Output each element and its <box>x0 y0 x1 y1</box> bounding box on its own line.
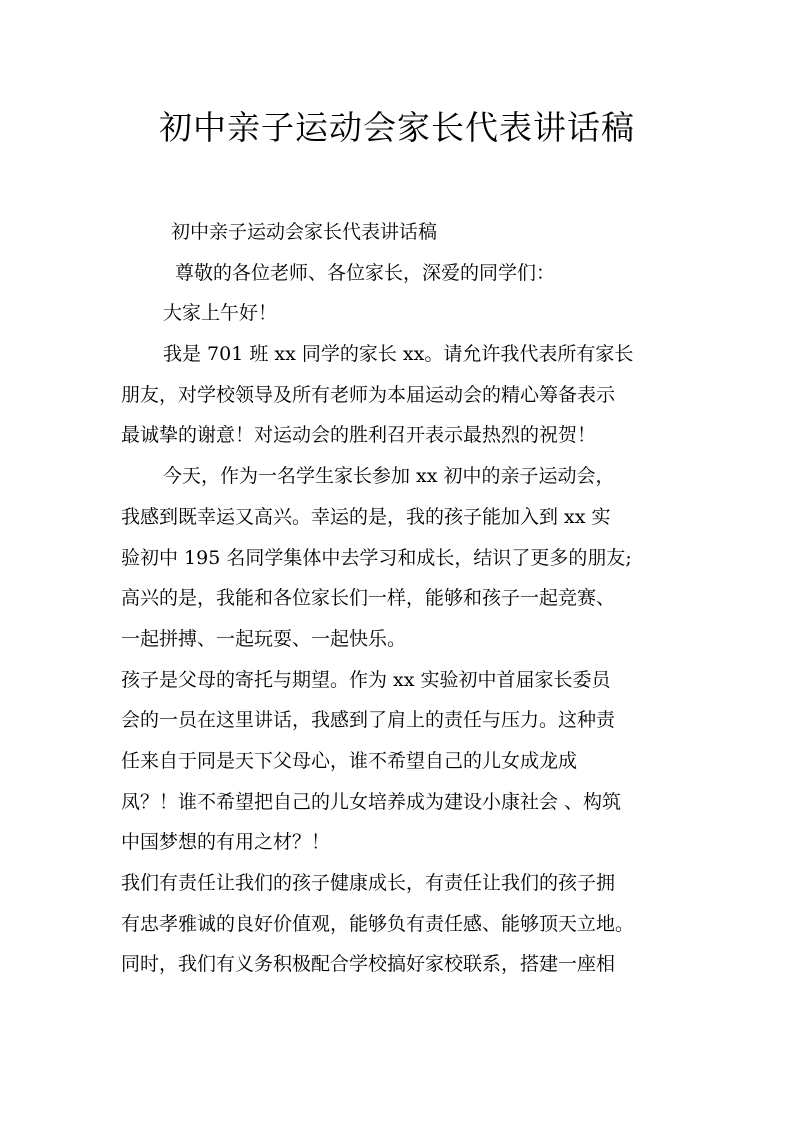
paragraph-line: 朋友，对学校领导及所有老师为本届运动会的精心筹备表示 <box>121 383 616 406</box>
paragraph-line: 今天，作为一名学生家长参加 xx 初中的亲子运动会， <box>163 465 615 488</box>
subtitle-line: 初中亲子运动会家长代表讲话稿 <box>171 221 438 243</box>
paragraph-line: 同时，我们有义务积极配合学校搞好家校联系，搭建一座相 <box>121 953 616 976</box>
paragraph-line: 凤？！谁不希望把自己的儿女培养成为建设小康社会 、构筑 <box>121 790 622 813</box>
document-body <box>121 212 681 985</box>
paragraph-line: 任来自于同是天下父母心，谁不希望自己的儿女成龙成 <box>121 749 578 772</box>
greeting-line: 大家上午好！ <box>163 302 278 325</box>
paragraph-line: 孩子是父母的寄托与期望。作为 xx 实验初中首届家长委员 <box>121 668 611 691</box>
paragraph-line: 我们有责任让我们的孩子健康成长，有责任让我们的孩子拥 <box>121 872 616 894</box>
paragraph-line: 一起拼搏、一起玩耍、一起快乐。 <box>121 627 407 650</box>
paragraph-line: 高兴的是，我能和各位家长们一样，能够和孩子一起竞赛、 <box>121 587 616 610</box>
paragraph-line: 有忠孝雅诚的良好价值观，能够负有责任感、能够顶天立地。 <box>121 912 635 935</box>
document-title: 初中亲子运动会家长代表讲话稿 <box>159 108 635 147</box>
paragraph-line: 会的一员在这里讲话，我感到了肩上的责任与压力。这种责 <box>121 709 616 732</box>
salutation-line: 尊敬的各位老师、各位家长，深爱的同学们： <box>175 261 556 284</box>
paragraph-line: 我感到既幸运又高兴。幸运的是，我的孩子能加入到 xx 实 <box>121 505 611 528</box>
paragraph-line: 我是 701 班 xx 同学的家长 xx。请允许我代表所有家长 <box>163 343 634 366</box>
paragraph-line: 中国梦想的有用之材？！ <box>121 831 331 854</box>
paragraph-line: 验初中 195 名同学集体中去学习和成长，结识了更多的朋友; <box>121 546 632 569</box>
paragraph-line: 最诚挚的谢意！对运动会的胜利召开表示最热烈的祝贺！ <box>121 424 597 447</box>
